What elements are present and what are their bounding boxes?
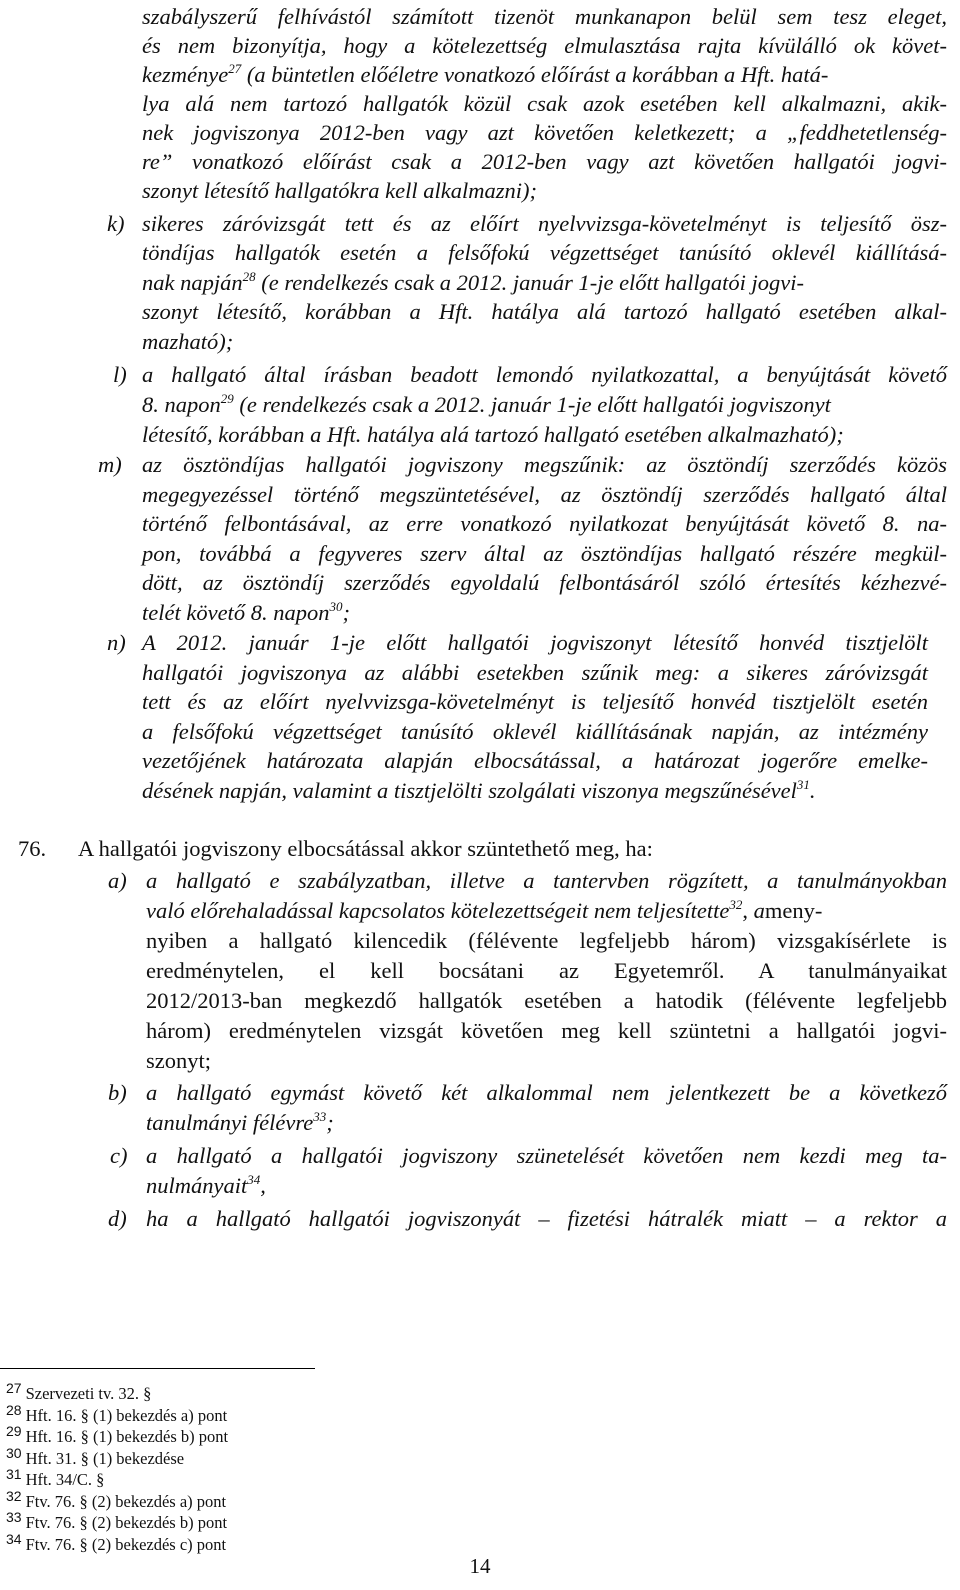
footnote-number: 29 xyxy=(6,1423,22,1439)
text-line: telét követő 8. napon$^{30}$; xyxy=(142,599,350,625)
footnote-number: 33 xyxy=(6,1509,22,1525)
text-line: megegyezéssel történő megszüntetésével, az ösztöndíj szerződés hallgató által xyxy=(142,482,947,507)
footnote-33 xyxy=(6,1510,227,1532)
text-line: lya alá nem tartozó hallgatók közül csak azok esetében kell alkalmazni, akik- xyxy=(142,91,947,116)
text-line: szonyt létesítő, korábban a Hft. hatálya alá tartozó hallgató esetében alkal- xyxy=(142,299,947,324)
text-line: létesítő, korábban a Hft. hatálya alá tartozó hallgató esetében alkalmazható); xyxy=(142,422,844,447)
text-line: nak napján$^{28}$ (e rendelkezés csak a 2012. január 1-je előtt hallgatói jogvi- xyxy=(142,269,805,295)
text-line: szonyt; xyxy=(146,1048,211,1073)
footnote-30 xyxy=(6,1446,184,1468)
item-label-l: l) xyxy=(113,362,127,387)
text-line: és nem bizonyítja, hogy a kötelezettség elmulasztása rajta kívülálló ok követ- xyxy=(142,33,947,58)
footnote-ref[interactable]: 29 xyxy=(220,391,234,406)
footnote-ref[interactable]: 33 xyxy=(313,1109,327,1124)
text-line: nek jogviszonya 2012-ben vagy azt követően keletkezett; a „feddhetetlenség- xyxy=(142,120,947,145)
footnote-text: Hft. 16. § (1) bekezdés b) pont xyxy=(25,1427,229,1446)
footnote-text: Hft. 31. § (1) bekezdése xyxy=(25,1448,185,1468)
item-label-k: k) xyxy=(107,211,125,236)
text-line: nyiben a hallgató kilencedik (félévente legfeljebb három) vizsgakísérlete is xyxy=(146,928,947,953)
section-heading: A hallgatói jogviszony elbocsátással akkor szüntethető meg, ha: xyxy=(78,836,653,861)
text-line: töndíjas hallgatók esetén a felsőfokú végzettséget tanúsító oklevél kiállításá- xyxy=(142,240,947,265)
item-label-d: d) xyxy=(108,1206,127,1231)
footnote-number: 28 xyxy=(6,1401,22,1418)
footnote-text: Ftv. 76. § (2) bekezdés c) pont xyxy=(25,1534,227,1554)
text-line: való előrehaladással kapcsolatos kötelezettségeit nem teljesítette$^{32}$, ameny- xyxy=(146,897,823,923)
footnote-ref[interactable]: 32 xyxy=(729,897,743,912)
footnote-29 xyxy=(6,1424,228,1446)
text-line: A 2012. január 1-je előtt hallgatói jogviszonyt létesítő honvéd tisztjelölt xyxy=(142,630,928,655)
text-line: a hallgató e szabályzatban, illetve a tantervben rögzített, a tanulmányokban xyxy=(146,868,947,893)
footnote-ref[interactable]: 28 xyxy=(242,269,256,284)
footnote-text: Ftv. 76. § (2) bekezdés a) pont xyxy=(25,1491,227,1511)
text-line: sikeres záróvizsgát tett és az előírt nyelvvizsga-követelményt is teljesítő ösz- xyxy=(142,211,947,236)
text-line: tanulmányi félévre$^{33}$; xyxy=(146,1109,334,1135)
footnote-number: 34 xyxy=(6,1530,22,1547)
text-line: kezménye$^{27}$ (a büntetlen előéletre vonatkozó előírást a korábban a Hft. hatá- xyxy=(142,61,829,87)
text-line: vezetőjének határozata alapján elbocsátással, a határozat jogerőre emelke- xyxy=(142,748,928,773)
text-line: a hallgató egymást követő két alkalommal nem jelentkezett be a következő xyxy=(146,1080,947,1105)
text-line: szabályszerű felhívástól számított tizenöt munkanapon belül sem tesz eleget, xyxy=(142,4,947,29)
text-line: a hallgató a hallgatói jogviszony szünetelését követően nem kezdi meg ta- xyxy=(146,1143,947,1168)
text-line: nulmányait$^{34}$, xyxy=(146,1172,266,1198)
text-line: eredménytelen, el kell bocsátani az Egyetemről. A tanulmányaikat xyxy=(146,958,947,983)
item-label-n: n) xyxy=(107,630,126,655)
footnote-32 xyxy=(6,1489,226,1511)
text-line: désének napján, valamint a tisztjelölti szolgálati viszonya megszűnésével$^{31}$. xyxy=(142,777,816,803)
text-line: hallgatói jogviszonya az alábbi esetekben szűnik meg: a sikeres záróvizsgát xyxy=(142,660,928,685)
text-line: dött, az ösztöndíj szerződés egyoldalú felbontásáról szóló értesítés kézhezvé- xyxy=(142,570,947,595)
footnote-27 xyxy=(6,1381,151,1403)
footnote-number: 32 xyxy=(6,1487,22,1504)
text-line: történő felbontásával, az erre vonatkozó nyilatkozat benyújtását követő 8. na- xyxy=(142,511,947,536)
footnote-28 xyxy=(6,1403,227,1425)
footnote-text: Ftv. 76. § (2) bekezdés b) pont xyxy=(25,1513,228,1532)
text-line: a hallgató által írásban beadott lemondó nyilatkozattal, a benyújtását követő xyxy=(142,362,947,387)
text-line: mazható); xyxy=(142,329,234,354)
footnote-number: 31 xyxy=(6,1466,22,1482)
text-line: re” vonatkozó előírást csak a 2012-ben vagy azt követően hallgatói jogvi- xyxy=(142,149,947,174)
text-line: az ösztöndíjas hallgatói jogviszony megszűnik: az ösztöndíj szerződés közös xyxy=(142,452,947,477)
text-line: három) eredménytelen vizsgát követően meg kell szüntetni a hallgatói jogvi- xyxy=(146,1018,947,1043)
footnote-ref[interactable]: 31 xyxy=(796,777,810,792)
footnote-text: Hft. 16. § (1) bekezdés a) pont xyxy=(25,1405,228,1425)
item-label-m: m) xyxy=(98,452,122,477)
footnote-text: Szervezeti tv. 32. § xyxy=(25,1384,152,1403)
footnote-number: 30 xyxy=(6,1444,22,1461)
item-label-a: a) xyxy=(108,868,127,893)
item-label-c: c) xyxy=(110,1143,128,1168)
section-number: 76. xyxy=(18,836,47,861)
text-line: szonyt létesítő hallgatókra kell alkalmazni); xyxy=(142,178,537,203)
footnote-ref[interactable]: 30 xyxy=(329,599,343,614)
text-line: tett és az előírt nyelvvizsga-követelményt is teljesítő honvéd tisztjelölt esetén xyxy=(142,689,928,714)
text-line: 2012/2013-ban megkezdő hallgatók esetében a hatodik (félévente legfeljebb xyxy=(146,988,947,1013)
footnote-number: 27 xyxy=(6,1380,22,1396)
page-number: 14 xyxy=(469,1554,491,1578)
item-label-b: b) xyxy=(108,1080,127,1105)
footnote-ref[interactable]: 27 xyxy=(228,61,242,76)
text-line: pon, továbbá a fegyveres szerv által az ösztöndíjas hallgató részére megkül- xyxy=(142,541,947,566)
text-line: 8. napon$^{29}$ (e rendelkezés csak a 2012. január 1-je előtt hallgatói jogviszonyt xyxy=(142,391,831,417)
footnote-34 xyxy=(6,1532,226,1554)
text-line: a felsőfokú végzettséget tanúsító oklevél kiállításának napján, az intézmény xyxy=(142,719,928,744)
footnote-31 xyxy=(6,1467,104,1489)
footnote-ref[interactable]: 34 xyxy=(247,1172,261,1187)
text-line: ha a hallgató hallgatói jogviszonyát – fizetési hátralék miatt – a rektor a xyxy=(146,1206,947,1231)
footnote-divider xyxy=(0,1368,315,1369)
footnote-text: Hft. 34/C. § xyxy=(25,1470,105,1489)
